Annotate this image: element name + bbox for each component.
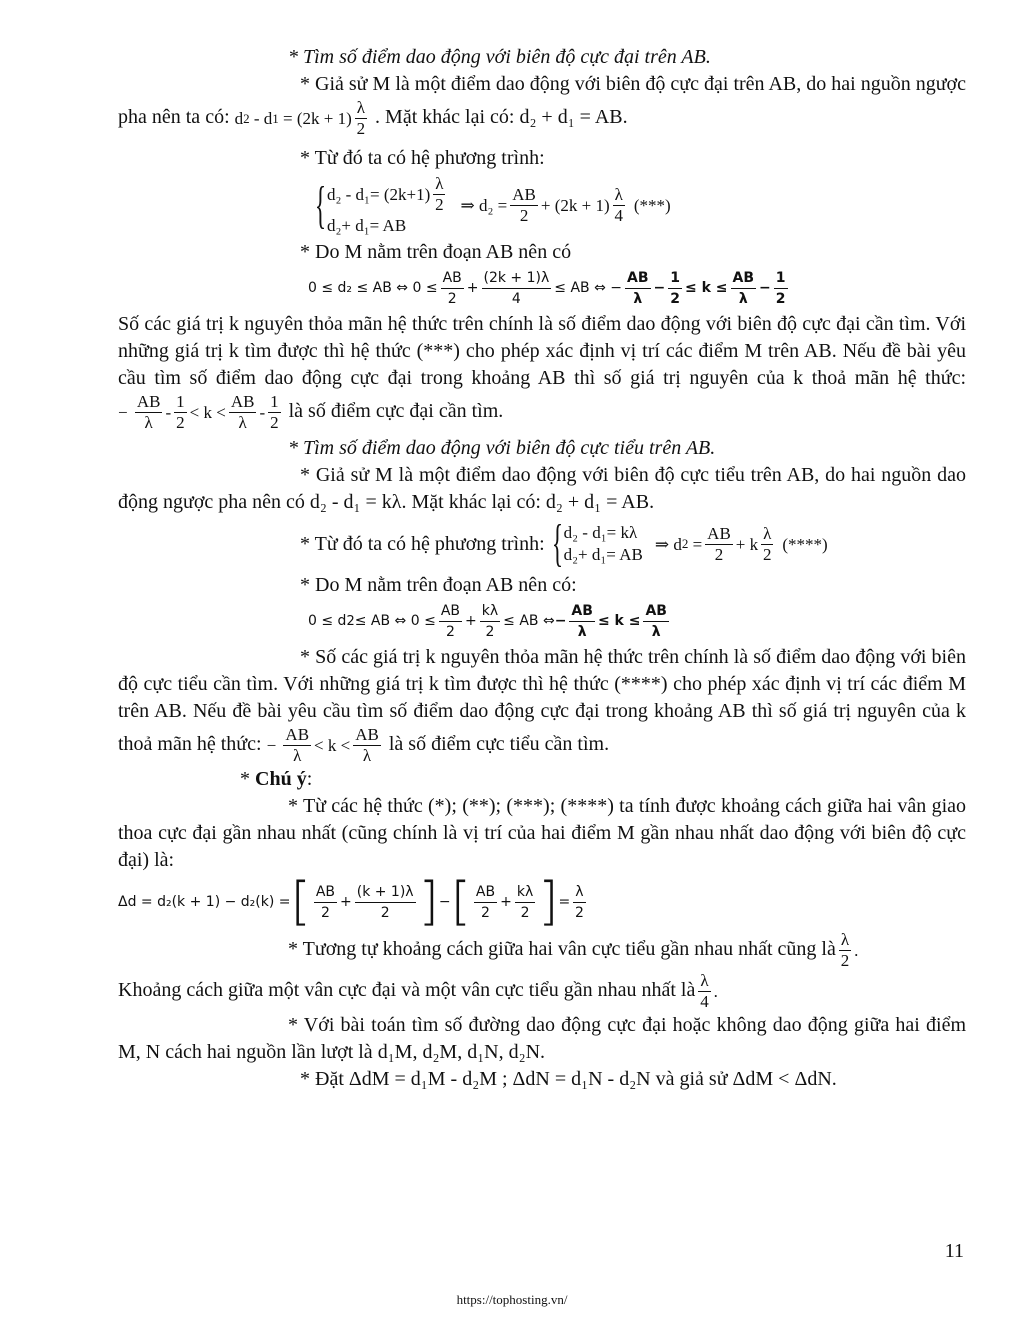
para-2: Số các giá trị k nguyên thỏa mãn hệ thức trên chính là số điểm dao động với biên độ cực đại cần tìm. Với những giá trị k tìm được thì hệ thức (***) cho phép xác định vị trí các điểm M trên AB. Nếu đề bài yêu cầu tìm số điểm dao động cực đại trong khoảng AB thì số giá trị nguyên của k thoả mãn hệ thức: − AB λ - 1 2 < k < AB λ - 1 2 là số điểm cực đại cần tìm. xyxy=(118,313,966,432)
inequality-1: 0 ≤ d₂ ≤ AB ⇔ 0 ≤ $\frac{AB}{2}$ + $\frac{(2k + 1)\lambda}{4}$ ≤ AB ⇔ − $\frac{AB}{\lambda}$ − $\frac{1}{2}$ ≤ k ≤ $\frac{AB}{\lambda}$ − $\frac{1}{2}$ xyxy=(308,270,786,307)
on-ab-2: * Do M nằm trên đoạn AB nên có: xyxy=(300,574,577,596)
page-content xyxy=(118,44,966,1093)
para-1: * Giả sử M là một điểm dao động với biên độ cực đại trên AB, do hai nguồn ngược pha nên ta có: d 2 - d 1 = (2k + 1) λ 2 . Mặt khác lại có: d₂ + d₁ = AB. xyxy=(118,73,966,138)
para-7: Khoảng cách giữa một vân cực đại và một vân cực tiểu gần nhau nhất là λ 4 . xyxy=(118,971,718,1011)
footer-url[interactable]: https://tophosting.vn/ xyxy=(456,1292,568,1307)
para-6: * Tương tự khoảng cách giữa hai vân cực tiểu gần nhau nhất cũng là λ 2 . xyxy=(288,930,859,970)
system-1: { d₂ - d₁= (2k+1) λ 2 d₂+ d₁= AB ⇒ d₂ = $\frac{AB}{2}$ + (2k + 1) λ 4 (***) xyxy=(314,174,671,235)
heading-max: * Tìm số điểm dao động với biên độ cực đại trên AB. xyxy=(288,46,711,68)
eq-1: d 2 - d 1 = (2k + 1) λ 2 xyxy=(234,98,366,138)
inequality-2: 0 ≤ d 2 ≤ AB ⇔ 0 ≤ AB 2 + kλ 2 ≤ AB ⇔ − $\frac{AB}{\lambda}$ ≤ k ≤ $\frac{AB}{\lambda}$ xyxy=(308,603,667,640)
note-heading: * Chú ý: xyxy=(240,768,313,790)
para-8: * Với bài toán tìm số đường dao động cực đại hoặc không dao động giữa hai điểm M, N cách hai nguồn lần lượt là d₁M, d₂M, d₁N, d₂N. xyxy=(118,1014,966,1063)
page-number: 11 xyxy=(944,1240,964,1262)
para-4: * Số các giá trị k nguyên thỏa mãn hệ thức trên chính là số điểm dao động với biên độ cực tiểu cần tìm. Với những giá trị k tìm được thì hệ thức (****) cho phép xác định vị trí các điểm M trên AB. Nếu đề bài yêu cầu tìm số điểm dao động cực đại trong khoảng AB thì số giá trị nguyên của k thoả mãn hệ thức: − AB λ < k < AB λ là số điểm cực tiểu cần tìm. xyxy=(118,646,966,765)
para-9: * Đặt ΔdM = d₁M - d₂M ; ΔdN = d₁N - d₂N và giả sử ΔdM < ΔdN. xyxy=(300,1068,837,1090)
system-2: * Từ đó ta có hệ phương trình: { d₂ - d₁= kλ d₂+ d₁= AB ⇒ d 2 = AB 2 + k λ 2 (****) xyxy=(300,515,828,572)
on-ab-1: * Do M nằm trên đoạn AB nên có xyxy=(300,241,572,263)
para-3: * Giả sử M là một điểm dao động với biên độ cực tiểu trên AB, do hai nguồn dao động ngược pha nên có d₂ - d₁ = kλ. Mặt khác lại có: d₂ + d₁ = AB. xyxy=(118,464,966,513)
delta-formula: Δd = d₂(k + 1) − d₂(k) = [ AB 2 + (k + 1)λ 2 ] − [ AB 2 + kλ 2 ] = λ 2 xyxy=(118,872,584,932)
heading-min: * Tìm số điểm dao động với biên độ cực tiểu trên AB. xyxy=(288,437,716,459)
para-5: * Từ các hệ thức (*); (**); (***); (****) ta tính được khoảng cách giữa hai vân giao thoa cực đại gần nhau nhất (cũng chính là vị trí của hai điểm M gần nhau nhất dao động với biên độ cực đại) là: xyxy=(118,795,966,871)
sys-intro: * Từ đó ta có hệ phương trình: xyxy=(300,147,545,169)
